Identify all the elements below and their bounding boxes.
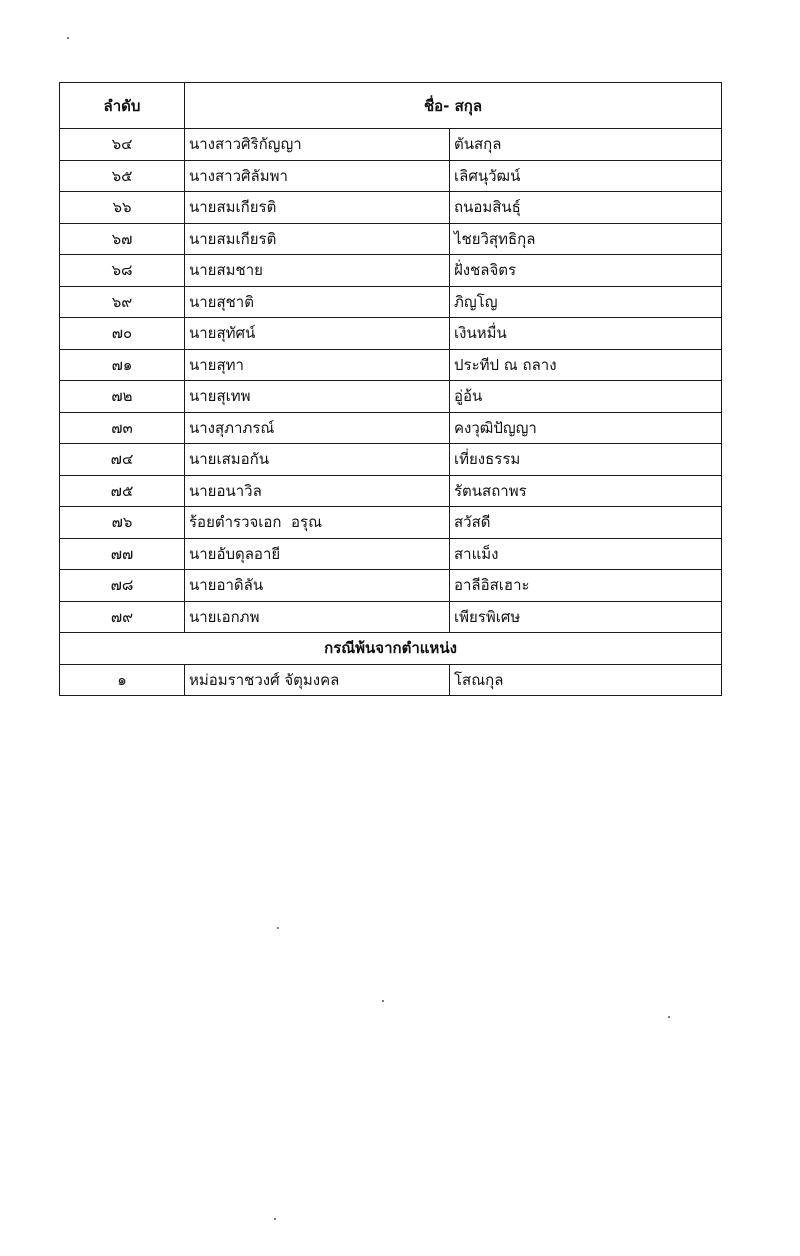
row-number: ๖๗	[60, 223, 185, 255]
order-column-header: ลำดับ	[60, 83, 185, 129]
row-number: ๗๗	[60, 538, 185, 570]
first-name: นายสุเทพ	[185, 381, 450, 413]
first-name: นายเสมอกัน	[185, 444, 450, 476]
row-number: ๗๔	[60, 444, 185, 476]
row-number: ๖๔	[60, 129, 185, 161]
last-name: คงวุฒิปัญญา	[450, 412, 722, 444]
section-heading: กรณีพ้นจากตำแหน่ง	[60, 633, 722, 665]
last-name: ไชยวิสุทธิกุล	[450, 223, 722, 255]
first-name: นายสุทา	[185, 349, 450, 381]
first-name: นายอับดุลอายี	[185, 538, 450, 570]
table-row	[60, 601, 722, 633]
first-name: นายสมเกียรติ	[185, 223, 450, 255]
table-row	[60, 129, 722, 161]
first-name: นางสาวศิลัมพา	[185, 160, 450, 192]
last-name: รัตนสถาพร	[450, 475, 722, 507]
table-row	[60, 349, 722, 381]
last-name: ถนอมสินธุ์	[450, 192, 722, 224]
first-name: นางสุภาภรณ์	[185, 412, 450, 444]
row-number: ๗๒	[60, 381, 185, 413]
table-row	[60, 192, 722, 224]
row-number: ๗๑	[60, 349, 185, 381]
first-name: นายสมเกียรติ	[185, 192, 450, 224]
table-row	[60, 475, 722, 507]
last-name: เลิศนุวัฒน์	[450, 160, 722, 192]
name-column-header: ชื่อ- สกุล	[185, 83, 722, 129]
last-name: โสณกุล	[450, 664, 722, 696]
row-number: ๖๖	[60, 192, 185, 224]
last-name: ฝั่งชลจิตร	[450, 255, 722, 287]
last-name: เงินหมื่น	[450, 318, 722, 350]
last-name: เพียรพิเศษ	[450, 601, 722, 633]
last-name: ตันสกุล	[450, 129, 722, 161]
row-number: ๑	[60, 664, 185, 696]
table-row	[60, 286, 722, 318]
first-name: นายอาดิลัน	[185, 570, 450, 602]
scan-speck	[668, 1016, 670, 1018]
row-number: ๗๘	[60, 570, 185, 602]
table-row	[60, 412, 722, 444]
last-name: ภิญโญ	[450, 286, 722, 318]
scan-speck	[274, 1218, 276, 1220]
table-row	[60, 507, 722, 539]
table-row	[60, 160, 722, 192]
table-row	[60, 538, 722, 570]
row-number: ๖๙	[60, 286, 185, 318]
first-name: นายสุทัศน์	[185, 318, 450, 350]
table-row	[60, 444, 722, 476]
last-name: สวัสดี	[450, 507, 722, 539]
last-name: สาแม็ง	[450, 538, 722, 570]
last-name: อู่อ้น	[450, 381, 722, 413]
table-row	[60, 318, 722, 350]
first-name: นายเอกภพ	[185, 601, 450, 633]
first-name: นายสุชาติ	[185, 286, 450, 318]
row-number: ๗๐	[60, 318, 185, 350]
table-row	[60, 381, 722, 413]
row-number: ๗๕	[60, 475, 185, 507]
table-row	[60, 664, 722, 696]
last-name: อาลีอิสเฮาะ	[450, 570, 722, 602]
first-name: หม่อมราชวงศ์ จัตุมงคล	[185, 664, 450, 696]
row-number: ๗๓	[60, 412, 185, 444]
name-list-table	[59, 82, 722, 696]
first-name: นายสมชาย	[185, 255, 450, 287]
last-name: ประทีป ณ ถลาง	[450, 349, 722, 381]
table-header-row	[60, 83, 722, 129]
first-name: นางสาวศิริกัญญา	[185, 129, 450, 161]
row-number: ๖๕	[60, 160, 185, 192]
scan-speck	[382, 1000, 384, 1002]
row-number: ๖๘	[60, 255, 185, 287]
row-number: ๗๙	[60, 601, 185, 633]
table-row	[60, 223, 722, 255]
table-row	[60, 570, 722, 602]
row-number: ๗๖	[60, 507, 185, 539]
first-name: นายอนาวิล	[185, 475, 450, 507]
scan-speck	[67, 37, 69, 39]
section-heading-row	[60, 633, 722, 665]
last-name: เที่ยงธรรม	[450, 444, 722, 476]
table-row	[60, 255, 722, 287]
scan-speck	[277, 927, 279, 929]
first-name: ร้อยตำรวจเอก อรุณ	[185, 507, 450, 539]
